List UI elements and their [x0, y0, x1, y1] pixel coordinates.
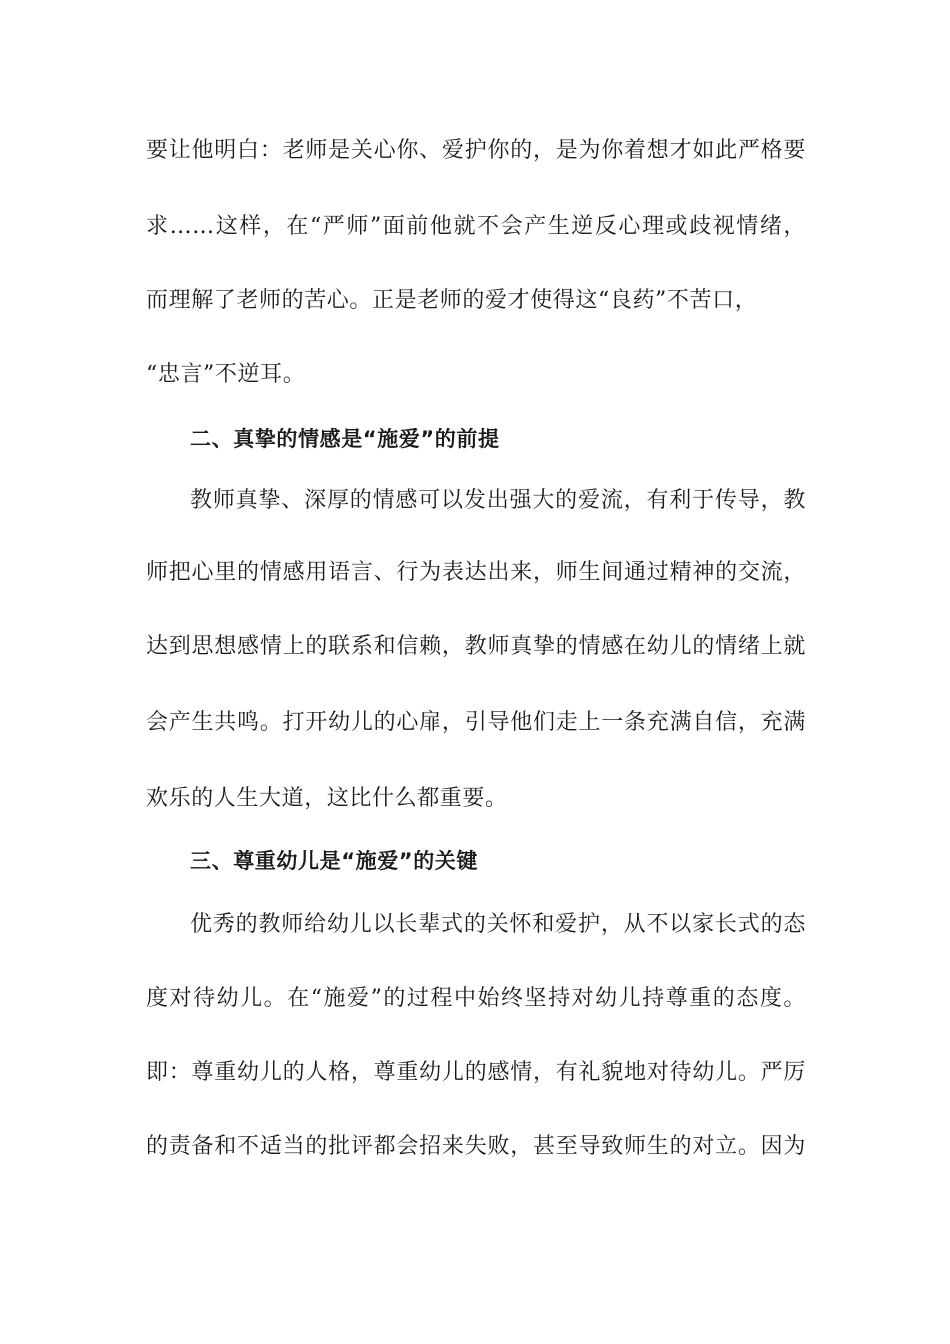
paragraph-line: 求……这样，在“严师”面前他就不会产生逆反心理或歧视情绪，	[146, 214, 806, 239]
section-heading-3: 三、尊重幼儿是“施爱”的关键	[190, 849, 479, 873]
paragraph-line: 达到思想感情上的联系和信赖，教师真挚的情感在幼儿的情绪上就	[146, 634, 806, 659]
paragraph-line: 师把心里的情感用语言、行为表达出来，师生间通过精神的交流，	[146, 560, 806, 585]
paragraph-line: 即：尊重幼儿的人格，尊重幼儿的感情，有礼貌地对待幼儿。严厉	[146, 1060, 806, 1085]
paragraph-line: 欢乐的人生大道，这比什么都重要。	[146, 786, 508, 811]
paragraph-line: 而理解了老师的苦心。正是老师的爱才使得这“良药”不苦口，	[146, 288, 758, 313]
paragraph-line: 要让他明白：老师是关心你、爱护你的，是为你着想才如此严格要	[146, 138, 806, 163]
paragraph-line: 的责备和不适当的批评都会招来失败，甚至导致师生的对立。因为	[146, 1134, 806, 1159]
paragraph-line: 度对待幼儿。在“施爱”的过程中始终坚持对幼儿持尊重的态度。	[146, 986, 806, 1011]
section-heading-2: 二、真挚的情感是“施爱”的前提	[190, 427, 500, 451]
paragraph-line: 会产生共鸣。打开幼儿的心扉，引导他们走上一条充满自信，充满	[146, 710, 806, 735]
paragraph-line: “忠言”不逆耳。	[146, 362, 306, 387]
paragraph-line: 教师真挚、深厚的情感可以发出强大的爱流，有利于传导，教	[190, 488, 806, 513]
paragraph-line: 优秀的教师给幼儿以长辈式的关怀和爱护，从不以家长式的态	[190, 912, 806, 937]
